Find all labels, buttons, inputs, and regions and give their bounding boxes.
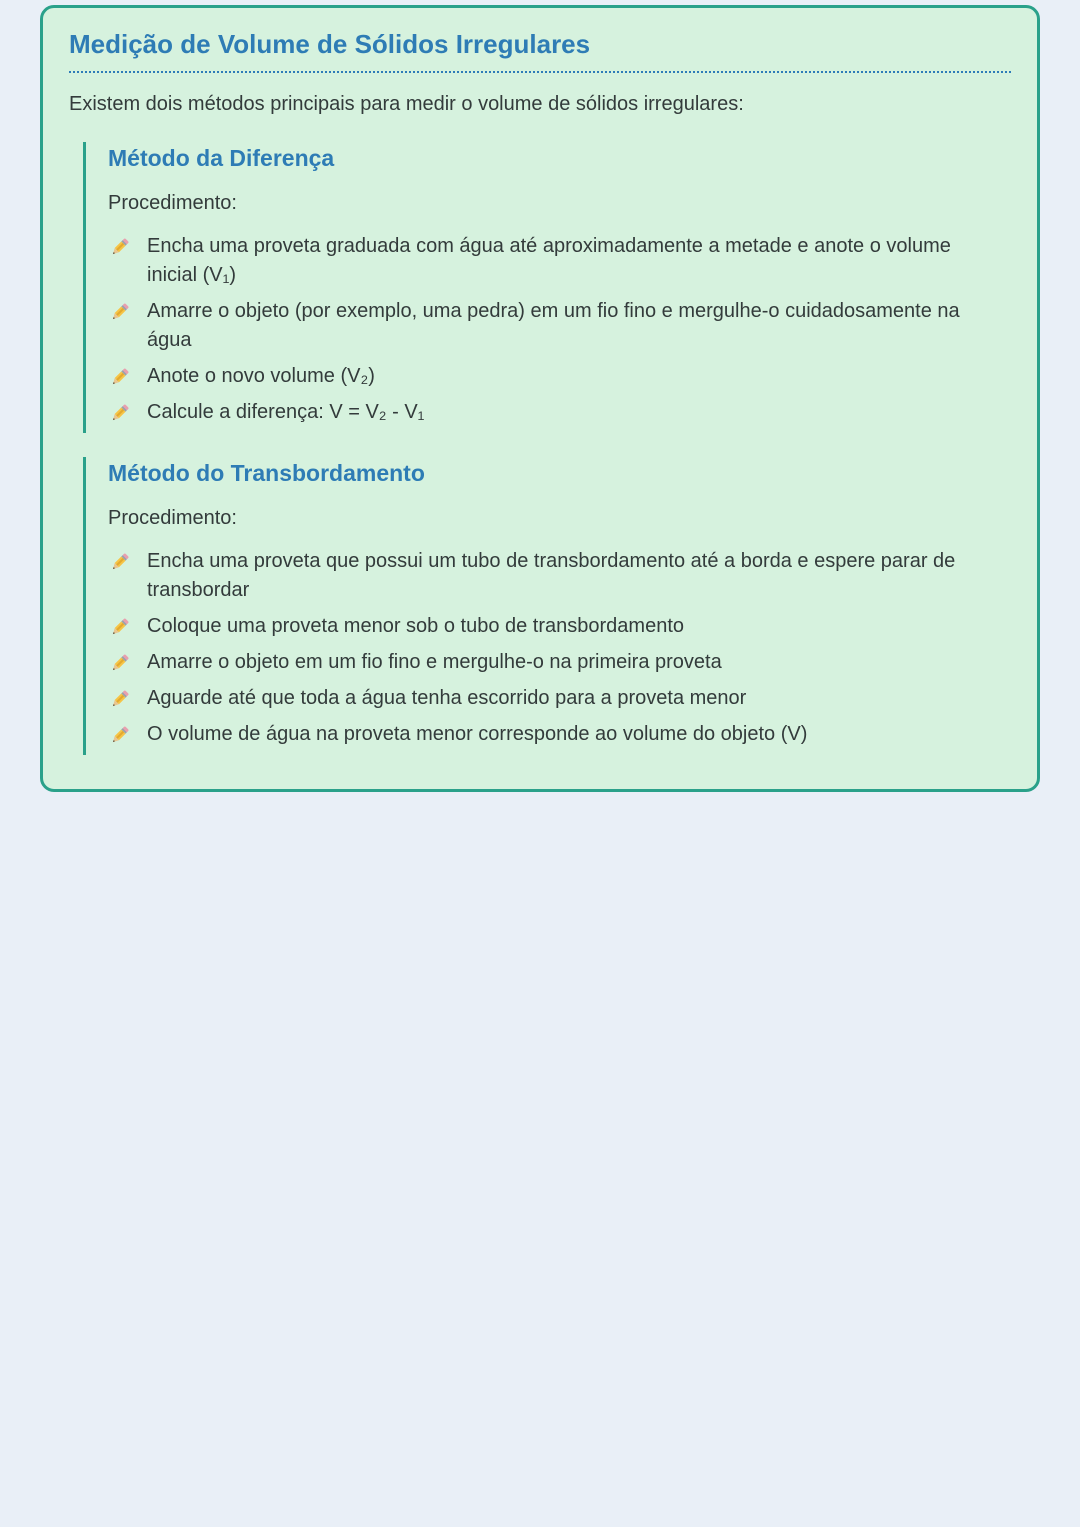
list-item [108, 297, 988, 355]
list-item [108, 232, 988, 290]
method-title-difference: Método da Diferença [108, 145, 335, 171]
notes-card [40, 5, 1040, 792]
method-title-overflow: Método do Transbordamento [108, 460, 425, 486]
step-text: Amarre o objeto em um fio fino e mergulhe-o na primeira proveta [147, 651, 722, 673]
pencil-icon [108, 550, 132, 574]
method-section-overflow [83, 457, 1011, 755]
step-text: Calcule a diferença: V = V₂ - V₁ [147, 401, 425, 423]
pencil-icon [108, 235, 132, 259]
list-item [108, 648, 988, 677]
list-item [108, 362, 988, 391]
pencil-icon [108, 615, 132, 639]
list-item [108, 720, 988, 749]
steps-list-overflow [108, 547, 1011, 749]
pencil-icon [108, 723, 132, 747]
step-text: Encha uma proveta graduada com água até aproximadamente a metade e anote o volume inicial (V₁) [147, 235, 951, 286]
list-item [108, 398, 988, 427]
list-item [108, 547, 988, 605]
procedure-label: Procedimento: [108, 192, 237, 214]
step-text: Encha uma proveta que possui um tubo de transbordamento até a borda e espere parar de transbordar [147, 550, 956, 601]
pencil-icon [108, 300, 132, 324]
list-item [108, 612, 988, 641]
pencil-icon [108, 401, 132, 425]
method-section-difference [83, 142, 1011, 433]
step-text: Aguarde até que toda a água tenha escorrido para a proveta menor [147, 687, 747, 709]
page-title: Medição de Volume de Sólidos Irregulares [69, 28, 1011, 73]
list-item [108, 684, 988, 713]
pencil-icon [108, 651, 132, 675]
step-text: Coloque uma proveta menor sob o tubo de transbordamento [147, 615, 685, 637]
step-text: O volume de água na proveta menor corresponde ao volume do objeto (V) [147, 723, 808, 745]
procedure-label: Procedimento: [108, 507, 237, 529]
step-text: Anote o novo volume (V₂) [147, 365, 375, 387]
pencil-icon [108, 365, 132, 389]
intro-text: Existem dois métodos principais para medir o volume de sólidos irregulares: [69, 93, 744, 115]
step-text: Amarre o objeto (por exemplo, uma pedra) em um fio fino e mergulhe-o cuidadosamente na água [147, 300, 960, 351]
pencil-icon [108, 687, 132, 711]
steps-list-difference [108, 232, 1011, 427]
